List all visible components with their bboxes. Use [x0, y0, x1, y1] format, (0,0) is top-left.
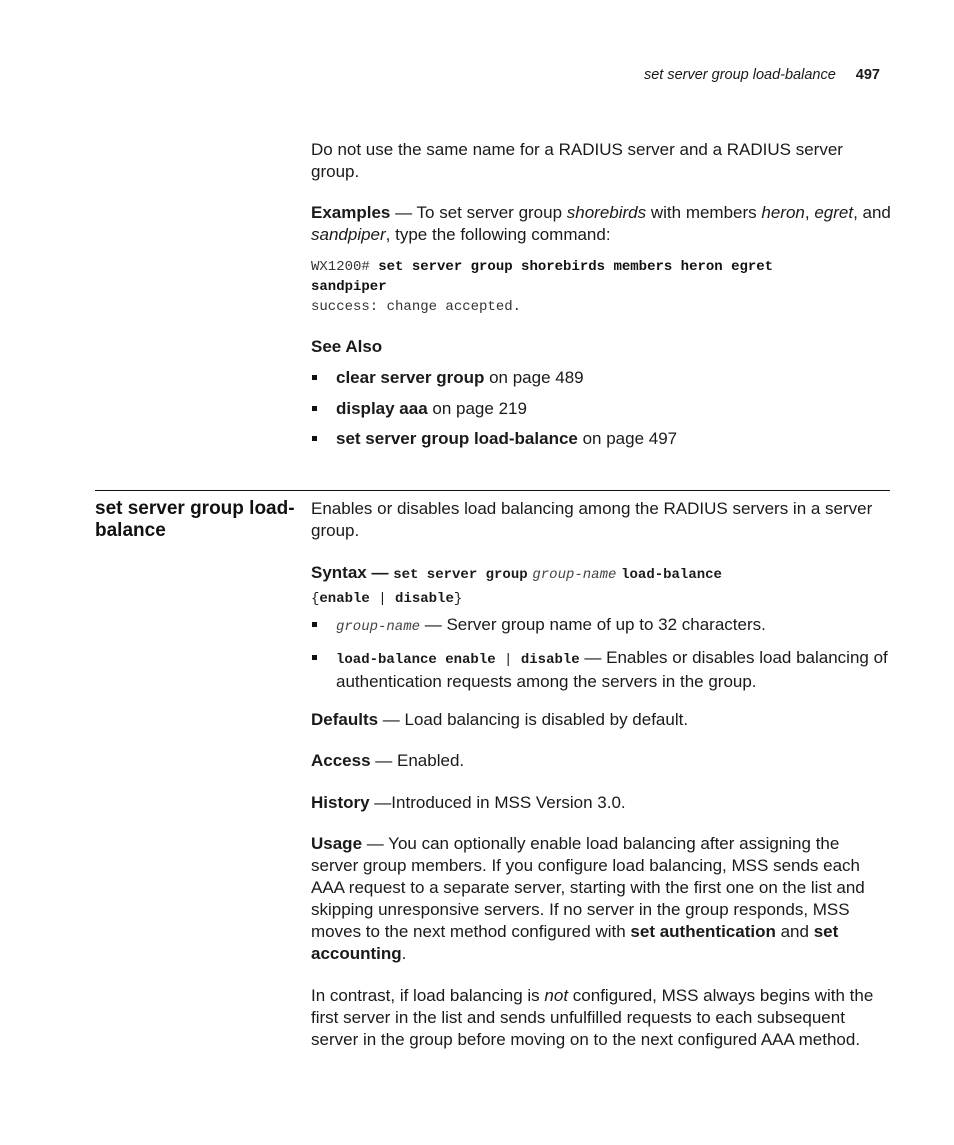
bullet-icon: [312, 375, 317, 380]
group-name-example: shorebirds: [566, 203, 647, 222]
running-header: [644, 67, 880, 83]
syntax-command: set server group: [393, 567, 528, 583]
bullet-icon: [312, 622, 317, 627]
parameter-list: [311, 614, 891, 693]
contrast-paragraph: In contrast, if load balancing is not configured, MSS always begins with the first server in the list and sends unfulfilled requests to each subsequent server in the group before moving on to the next configured AAA method.: [311, 986, 874, 1049]
param-name: load-balance enable: [336, 652, 496, 668]
param-name: group-name: [336, 619, 421, 635]
syntax-label: Syntax: [311, 563, 367, 582]
section-description: Enables or disables load balancing among the RADIUS servers in a server group.: [311, 499, 873, 540]
syntax-param: group-name: [532, 567, 617, 583]
see-also-link[interactable]: set server group load-balance: [336, 429, 578, 448]
command-text: set server group shorebirds members heron egret sandpiper: [311, 259, 774, 295]
bullet-icon: [312, 655, 317, 660]
see-also-link[interactable]: display aaa: [336, 399, 428, 418]
usage-command: set authentication: [630, 922, 776, 941]
usage-paragraph: Usage — You can optionally enable load balancing after assigning the server group members. If you configure load balancing, MSS sends each AAA request to a separate server, starting with the first one on the list and skipping unresponsive servers. If no server in the group responds, MSS moves to the next method configured with set authentication and set accounting.: [311, 834, 865, 963]
command-example: [311, 257, 851, 317]
usage-command: set accounting: [311, 922, 839, 963]
parameter-item: load-balance enable | disable — Enables or disables load balancing of authentication requests among the servers in the group.: [311, 647, 891, 693]
command-prompt: WX1200#: [311, 259, 379, 275]
access-paragraph: Access — Enabled.: [311, 751, 465, 770]
see-also-item[interactable]: clear server group on page 489: [311, 367, 891, 389]
bullet-icon: [312, 436, 317, 441]
bullet-icon: [312, 406, 317, 411]
page-number: 497: [855, 67, 880, 83]
running-header-title: set server group load-balance: [643, 67, 836, 83]
see-also-heading: See Also: [311, 337, 383, 356]
parameter-item: group-name — Server group name of up to 32 characters.: [311, 614, 891, 638]
syntax-keyword: load-balance: [621, 567, 722, 583]
see-also-list: [311, 367, 891, 450]
examples-label: Examples: [311, 203, 391, 222]
intro-note: Do not use the same name for a RADIUS server and a RADIUS server group.: [311, 140, 843, 181]
history-paragraph: History —Introduced in MSS Version 3.0.: [311, 793, 626, 812]
command-result: success: change accepted.: [311, 299, 522, 315]
section-divider: [95, 490, 890, 491]
see-also-item[interactable]: set server group load-balance on page 497: [311, 428, 891, 450]
section-title: set server group load-balance: [95, 498, 295, 541]
see-also-item[interactable]: display aaa on page 219: [311, 398, 891, 420]
syntax-block: Syntax — set server group group-name load-balance {enable | disable}: [311, 563, 722, 607]
see-also-link[interactable]: clear server group: [336, 368, 485, 387]
defaults-paragraph: Defaults — Load balancing is disabled by default.: [311, 710, 689, 729]
examples-paragraph: Examples — To set server group shorebirds with members heron, egret, and sandpiper, type the following command:: [311, 203, 891, 244]
